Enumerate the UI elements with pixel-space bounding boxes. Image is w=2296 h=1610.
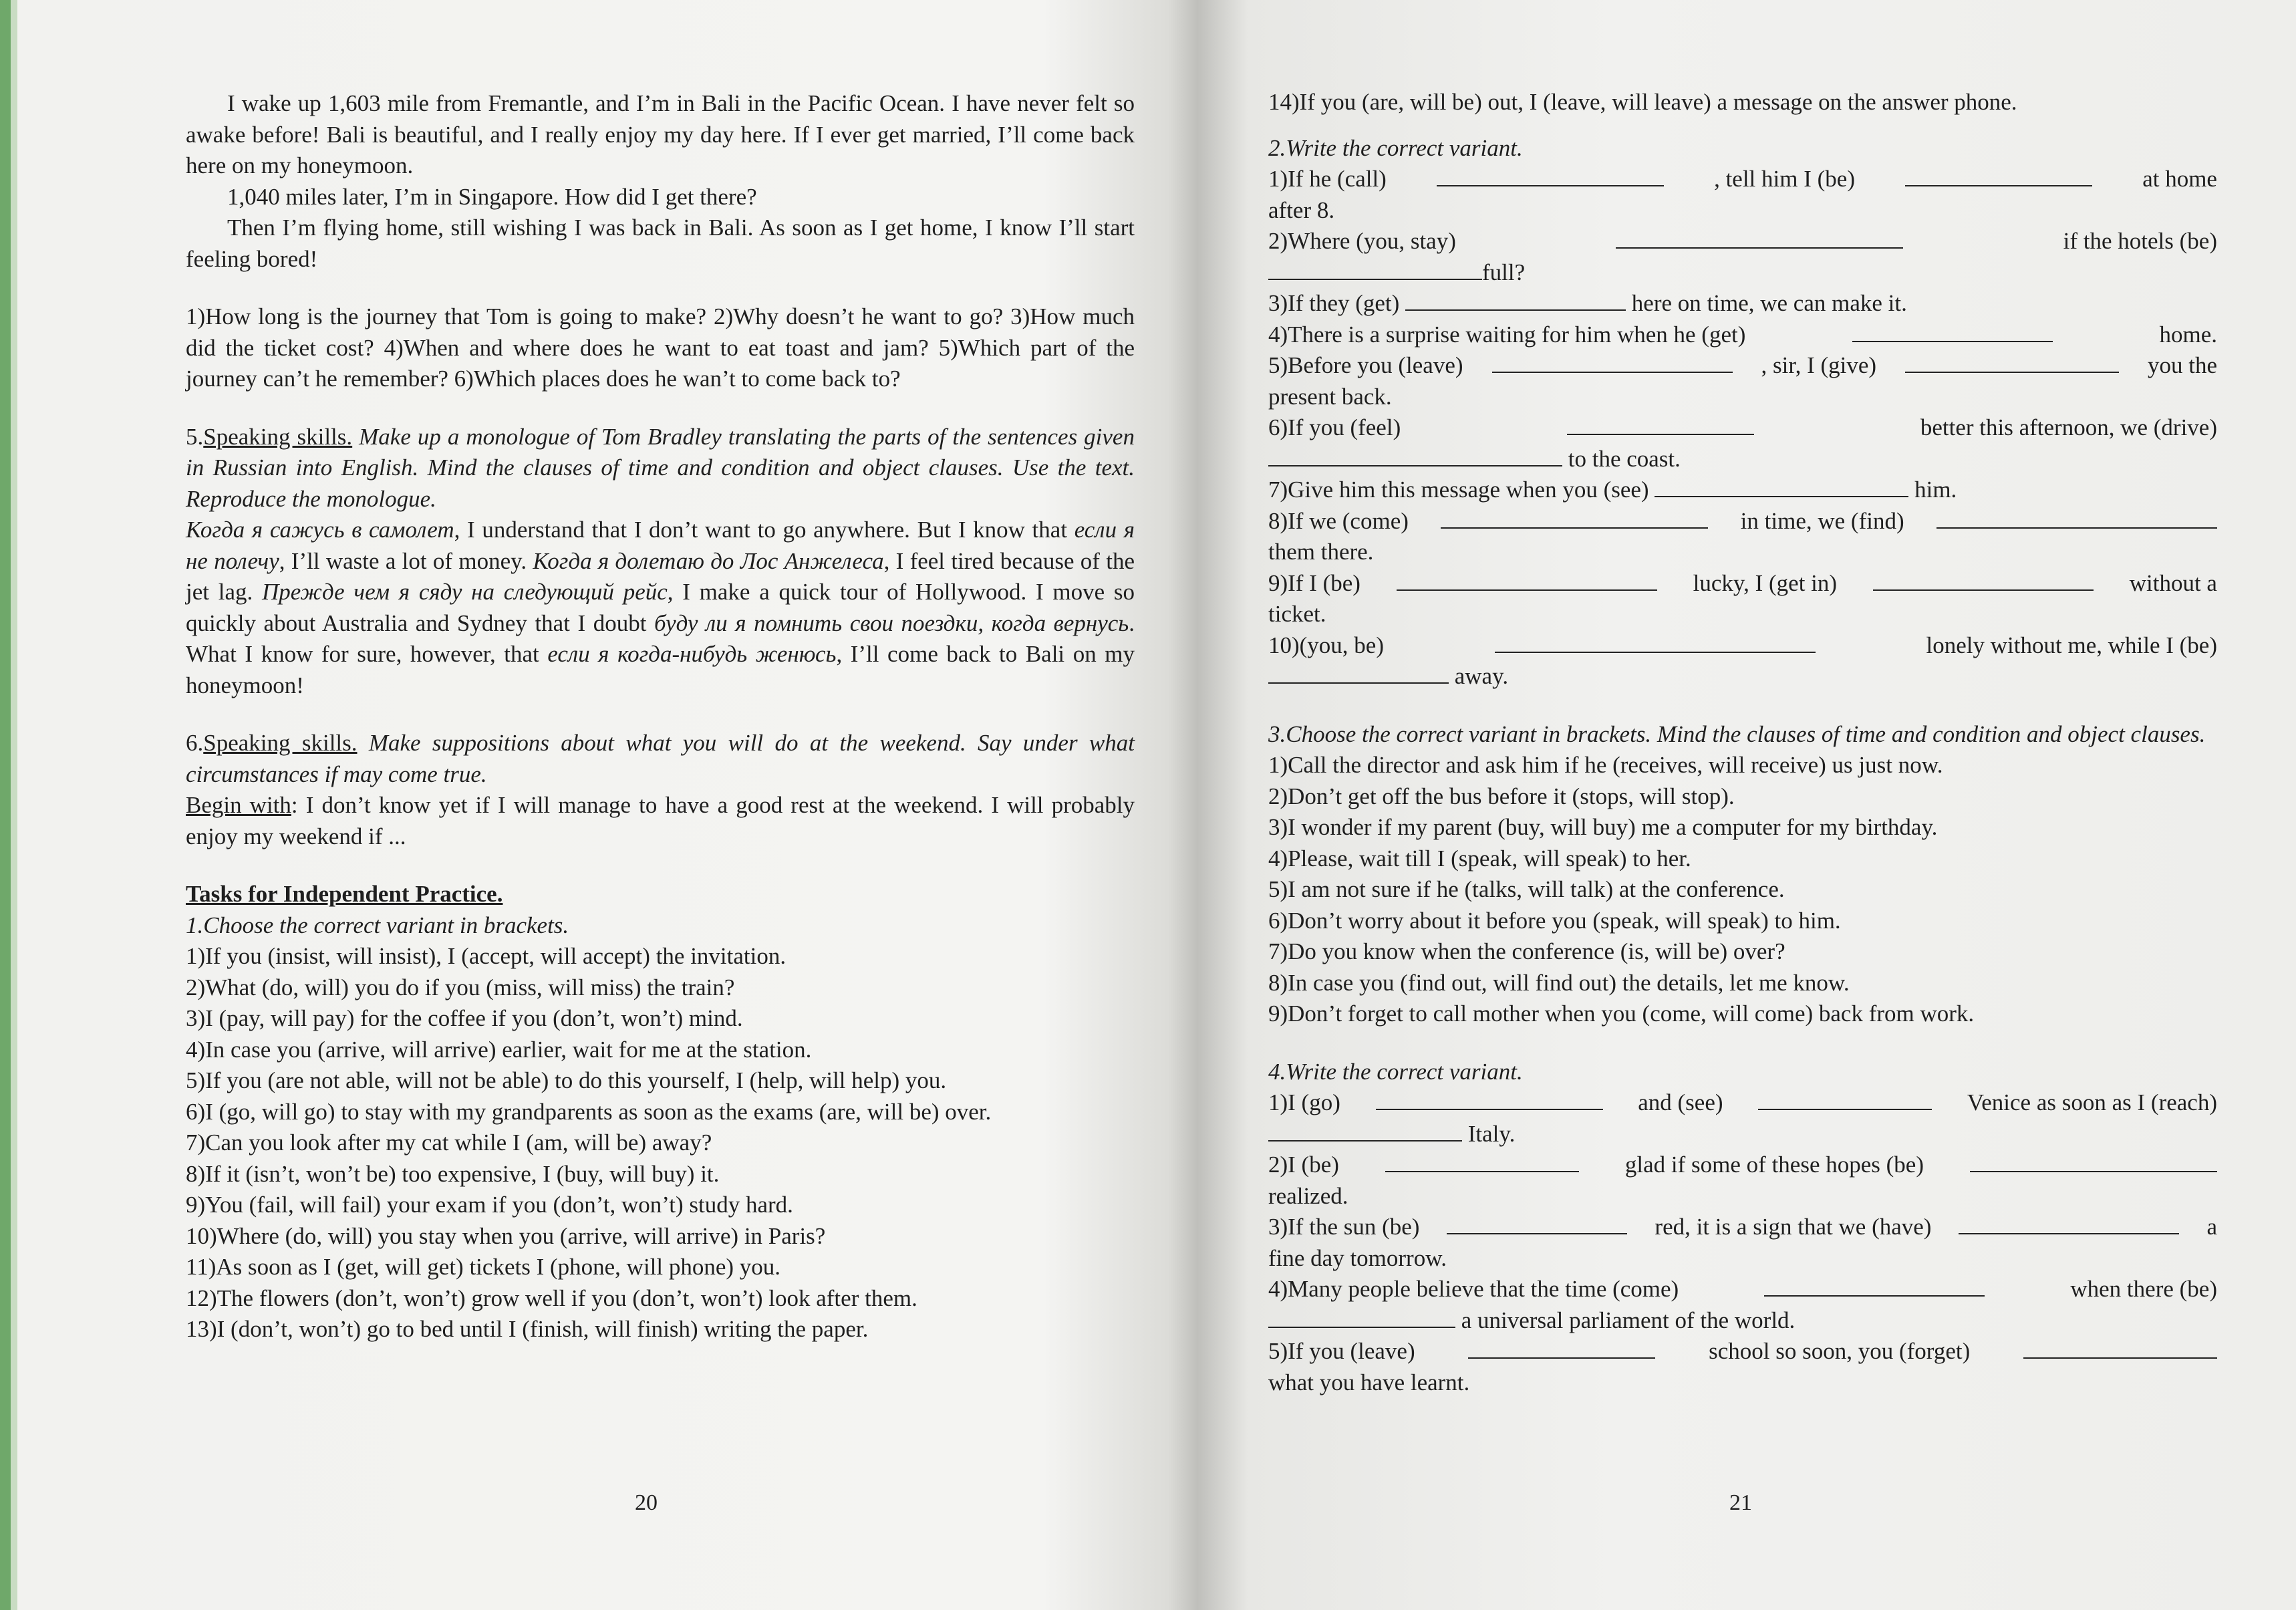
task1-title: 1.Choose the correct variant in brackets. xyxy=(186,912,569,938)
task1-item-10: 10)Where (do, will) you stay when you (arrive, will arrive) in Paris? xyxy=(186,1222,826,1249)
task1-item-1: 1)If you (insist, will insist), I (accept, will accept) the invitation. xyxy=(186,943,786,969)
task2-item-8-cont: them there. xyxy=(1268,539,1374,565)
task5-monologue xyxy=(186,515,1135,701)
task4-item-2-part-1: 2)I (be) xyxy=(1268,1152,1339,1178)
answer-blank[interactable] xyxy=(1405,289,1626,311)
answer-blank[interactable] xyxy=(1268,1120,1462,1142)
task2-item-2-part-3: full? xyxy=(1482,259,1526,285)
task4-item-4-part-1: 4)Many people believe that the time (come) xyxy=(1268,1276,1679,1302)
task2-item-9-tail: without a xyxy=(2129,569,2217,596)
task2-item-10-cont xyxy=(1268,661,2217,692)
task4-item-1-part-4: Italy. xyxy=(1467,1120,1516,1147)
answer-blank[interactable] xyxy=(1616,227,1903,249)
answer-blank[interactable] xyxy=(1468,1337,1655,1359)
task2-item-5-part-2: , sir, I (give) xyxy=(1761,352,1877,378)
answer-blank[interactable] xyxy=(1495,632,1816,653)
task2-item-10-part-2: lonely without me, while I (be) xyxy=(1926,632,2217,658)
task3-item-8: 8)In case you (find out, will find out) the details, let me know. xyxy=(1268,969,1850,996)
story-paragraph-1: I wake up 1,603 mile from Fremantle, and I’m in Bali in the Pacific Ocean. I have never felt so awake before! Bali is beautiful, and I really enjoy my day here. If I ever get married, I’ll come back here on my honeymoon. xyxy=(186,90,1135,178)
task2-item-5-tail: you the xyxy=(2147,352,2217,378)
begin-with-label: Begin with xyxy=(186,792,291,818)
ru-phrase-4: Прежде чем я сяду на следующий рейс xyxy=(261,579,668,605)
answer-blank[interactable] xyxy=(1905,165,2092,186)
task4-item-5-cont: what you have learnt. xyxy=(1268,1369,1470,1395)
answer-blank[interactable] xyxy=(1268,662,1449,684)
task2-item-8 xyxy=(1268,506,2217,537)
story-paragraph-2: 1,040 miles later, I’m in Singapore. How did I get there? xyxy=(227,183,757,210)
task3-item-3: 3)I wonder if my parent (buy, will buy) me a computer for my birthday. xyxy=(1268,814,1938,840)
answer-blank[interactable] xyxy=(1936,507,2217,529)
task2-item-8-part-1: 8)If we (come) xyxy=(1268,507,1409,534)
task4-item-1-cont xyxy=(1268,1119,2217,1150)
answer-blank[interactable] xyxy=(1852,321,2053,342)
answer-blank[interactable] xyxy=(2023,1337,2217,1359)
en-text-5: . What I know for sure, however, that xyxy=(186,610,1135,667)
task4-item-3 xyxy=(1268,1212,2217,1243)
task2-item-3-part-2: here on time, we can make it. xyxy=(1631,290,1907,316)
page-number-right: 21 xyxy=(1729,1490,1752,1515)
task6-title: Speaking skills. xyxy=(203,730,357,756)
task2-item-5 xyxy=(1268,350,2217,382)
task6-number: 6. xyxy=(186,730,204,756)
task2-item-2-part-1: 2)Where (you, stay) xyxy=(1268,228,1456,254)
ru-phrase-6: если я когда-нибудь женюсь xyxy=(547,641,837,667)
task1-item-5: 5)If you (are not able, will not be able) to do this yourself, I (help, will help) you. xyxy=(186,1067,947,1093)
task2-item-10 xyxy=(1268,630,2217,662)
task5-number: 5. xyxy=(186,423,204,450)
task1-item-8: 8)If it (isn’t, won’t be) too expensive, I (buy, will buy) it. xyxy=(186,1160,720,1187)
task6-instruction: Make suppositions about what you will do at the weekend. Say under what circumstances if may come true. xyxy=(186,730,1135,787)
answer-blank[interactable] xyxy=(1268,1307,1455,1328)
task2-item-7-part-1: 7)Give him this message when you (see) xyxy=(1268,477,1649,503)
task1-item-2: 2)What (do, will) you do if you (miss, will miss) the train? xyxy=(186,974,735,1000)
task4-item-1-part-1: 1)I (go) xyxy=(1268,1089,1340,1115)
task4-item-3-part-1: 3)If the sun (be) xyxy=(1268,1214,1420,1240)
task4-item-2-cont: realized. xyxy=(1268,1182,1348,1209)
task4-item-5 xyxy=(1268,1336,2217,1367)
tasks-heading xyxy=(186,879,1135,910)
task2-item-6-part-2: better this afternoon, we (drive) xyxy=(1920,414,2217,440)
task4-item-1-part-3: Venice as soon as I (reach) xyxy=(1967,1089,2217,1115)
answer-blank[interactable] xyxy=(1397,569,1657,591)
answer-blank[interactable] xyxy=(1268,259,1482,280)
ru-phrase-1: Когда я сажусь в самолет xyxy=(186,517,454,543)
task1-item-11: 11)As soon as I (get, will get) tickets I (phone, will phone) you. xyxy=(186,1254,781,1280)
answer-blank[interactable] xyxy=(1268,445,1562,466)
task2-item-4-part-2: home. xyxy=(2159,321,2217,348)
task1-item-9: 9)You (fail, will fail) your exam if you (don’t, won’t) study hard. xyxy=(186,1192,793,1218)
task4-item-4 xyxy=(1268,1274,2217,1305)
task5-title: Speaking skills. xyxy=(203,423,353,450)
left-page xyxy=(186,0,1135,1610)
task4-item-1-part-2: and (see) xyxy=(1638,1089,1723,1115)
task2-item-3 xyxy=(1268,288,2217,319)
task2-item-2 xyxy=(1268,226,2217,257)
ru-phrase-2: если я не полечу xyxy=(186,517,1135,574)
task2-item-6 xyxy=(1268,412,2217,444)
task4-item-3-tail: a xyxy=(2206,1214,2217,1240)
answer-blank[interactable] xyxy=(1905,352,2119,373)
task5-instruction: Make up a monologue of Tom Bradley translating the parts of the sentences given in Russian into English. Mind the clauses of time and condition and object clauses. Use the text. Reproduce the monologue. xyxy=(186,423,1135,512)
task1-item-12: 12)The flowers (don’t, won’t) grow well if you (don’t, won’t) look after them. xyxy=(186,1285,917,1311)
comprehension-questions: 1)How long is the journey that Tom is going to make? 2)Why doesn’t he want to go? 3)How much did the ticket cost? 4)When and where does he want to eat toast and jam? 5)Which part of the journey can’t he remember? 6)Which places does he wan’t to come back to? xyxy=(186,303,1135,392)
task3-item-5: 5)I am not sure if he (talks, will talk) at the conference. xyxy=(1268,876,1785,902)
book-cover-edge xyxy=(0,0,11,1610)
answer-blank[interactable] xyxy=(1764,1275,1985,1297)
task1-item-7: 7)Can you look after my cat while I (am, will be) away? xyxy=(186,1129,712,1156)
task4-item-5-part-2: school so soon, you (forget) xyxy=(1709,1338,1971,1364)
story-paragraph-3: Then I’m flying home, still wishing I was back in Bali. As soon as I get home, I know I’ll start feeling bored! xyxy=(186,215,1135,272)
answer-blank[interactable] xyxy=(1376,1089,1603,1110)
right-page xyxy=(1268,0,2217,1610)
task2-item-4-part-1: 4)There is a surprise waiting for him when he (get) xyxy=(1268,321,1746,348)
task4-item-4-part-2: when there (be) xyxy=(2070,1276,2217,1302)
task4-item-3-cont: fine day tomorrow. xyxy=(1268,1244,1447,1271)
task2-item-4 xyxy=(1268,319,2217,351)
task2-item-1-tail: at home xyxy=(2142,166,2217,192)
task3-item-6: 6)Don’t worry about it before you (speak, will speak) to him. xyxy=(1268,907,1841,934)
task3-item-4: 4)Please, wait till I (speak, will speak) to her. xyxy=(1268,845,1691,871)
task1-item-13: 13)I (don’t, won’t) go to bed until I (finish, will finish) writing the paper. xyxy=(186,1316,869,1342)
task2-item-6-cont xyxy=(1268,444,2217,475)
task2-item-9 xyxy=(1268,568,2217,599)
answer-blank[interactable] xyxy=(1655,476,1908,497)
task1-item-6: 6)I (go, will go) to stay with my grandparents as soon as the exams (are, will be) over. xyxy=(186,1098,992,1125)
task4-item-2-part-2: glad if some of these hopes (be) xyxy=(1624,1152,1924,1178)
task3-title: 3.Choose the correct variant in brackets. Mind the clauses of time and condition and object clauses. xyxy=(1268,720,2206,747)
answer-blank[interactable] xyxy=(1385,1151,1579,1172)
en-text-4: , I make a quick tour of Hollywood. I move so quickly about Australia and Sydney that I doubt xyxy=(186,579,1135,636)
task1-item-4: 4)In case you (arrive, will arrive) earlier, wait for me at the station. xyxy=(186,1036,812,1063)
en-text-1: , I understand that I don’t want to go anywhere. But I know that xyxy=(454,517,1074,543)
task6-heading xyxy=(186,728,1135,790)
task2-item-1-cont: after 8. xyxy=(1268,196,1335,223)
task2-item-9-part-1: 9)If I (be) xyxy=(1268,569,1360,596)
task2-item-10-part-3: away. xyxy=(1454,663,1509,689)
task2-item-9-cont: ticket. xyxy=(1268,601,1326,627)
task1-item-14: 14)If you (are, will be) out, I (leave, will leave) a message on the answer phone. xyxy=(1268,89,2017,115)
task2-item-1-part-1: 1)If he (call) xyxy=(1268,166,1387,192)
task4-item-4-cont xyxy=(1268,1305,2217,1337)
answer-blank[interactable] xyxy=(1437,165,1664,186)
answer-blank[interactable] xyxy=(1970,1151,2217,1172)
task3-item-2: 2)Don’t get off the bus before it (stops, will stop). xyxy=(1268,783,1735,809)
answer-blank[interactable] xyxy=(1873,569,2094,591)
begin-with-text: : I don’t know yet if I will manage to have a good rest at the weekend. I will probably enjoy my weekend if ... xyxy=(186,792,1135,849)
task3-item-1: 1)Call the director and ask him if he (receives, will receive) us just now. xyxy=(1268,752,1943,778)
answer-blank[interactable] xyxy=(1567,414,1754,435)
task3-item-9: 9)Don’t forget to call mother when you (come, will come) back from work. xyxy=(1268,1000,1975,1027)
task4-title: 4.Write the correct variant. xyxy=(1268,1058,1523,1085)
task3-item-7: 7)Do you know when the conference (is, will be) over? xyxy=(1268,938,1785,964)
task2-item-1 xyxy=(1268,164,2217,195)
answer-blank[interactable] xyxy=(1492,352,1733,373)
task2-item-7-part-2: him. xyxy=(1914,477,1957,503)
en-text-2: , I’ll waste a lot of money. xyxy=(279,547,533,574)
book-cover-edge-inner xyxy=(11,0,17,1610)
task4-item-3-part-2: red, it is a sign that we (have) xyxy=(1655,1214,1932,1240)
task4-item-5-part-1: 5)If you (leave) xyxy=(1268,1338,1415,1364)
task4-item-2 xyxy=(1268,1150,2217,1181)
task4-item-4-part-3: a universal parliament of the world. xyxy=(1461,1307,1796,1333)
en-text-3: , I feel tired because of the jet lag. xyxy=(186,547,1135,605)
task2-item-2-part-2: if the hotels (be) xyxy=(2063,228,2217,254)
task2-title: 2.Write the correct variant. xyxy=(1268,134,1523,161)
task2-item-6-part-3: to the coast. xyxy=(1568,445,1681,472)
task2-item-7 xyxy=(1268,475,2217,506)
task2-item-5-part-1: 5)Before you (leave) xyxy=(1268,352,1463,378)
page-number-left: 20 xyxy=(635,1490,658,1515)
task2-item-5-cont: present back. xyxy=(1268,383,1392,410)
answer-blank[interactable] xyxy=(1758,1089,1932,1110)
ru-phrase-3: Когда я долетаю до Лос Анжелеса xyxy=(533,547,884,574)
task2-item-6-part-1: 6)If you (feel) xyxy=(1268,414,1401,440)
task2-item-2-cont xyxy=(1268,257,2217,289)
task6-begin xyxy=(186,790,1135,852)
answer-blank[interactable] xyxy=(1441,507,1708,529)
task5-heading xyxy=(186,422,1135,515)
task2-item-10-part-1: 10)(you, be) xyxy=(1268,632,1385,658)
task1-item-3: 3)I (pay, will pay) for the coffee if you (don’t, won’t) mind. xyxy=(186,1005,743,1031)
task2-item-9-part-2: lucky, I (get in) xyxy=(1693,569,1838,596)
answer-blank[interactable] xyxy=(1447,1213,1627,1234)
answer-blank[interactable] xyxy=(1959,1213,2179,1234)
en-text-6: , I’ll come back to Bali on my honeymoon! xyxy=(186,641,1135,698)
task2-item-8-part-2: in time, we (find) xyxy=(1740,507,1904,534)
ru-phrase-5: буду ли я помнить свои поездки, когда вернусь xyxy=(654,610,1129,636)
task2-item-1-part-2: , tell him I (be) xyxy=(1714,166,1855,192)
task2-item-3-part-1: 3)If they (get) xyxy=(1268,290,1400,316)
tasks-heading-text: Tasks for Independent Practice. xyxy=(186,881,503,907)
task4-item-1 xyxy=(1268,1087,2217,1119)
